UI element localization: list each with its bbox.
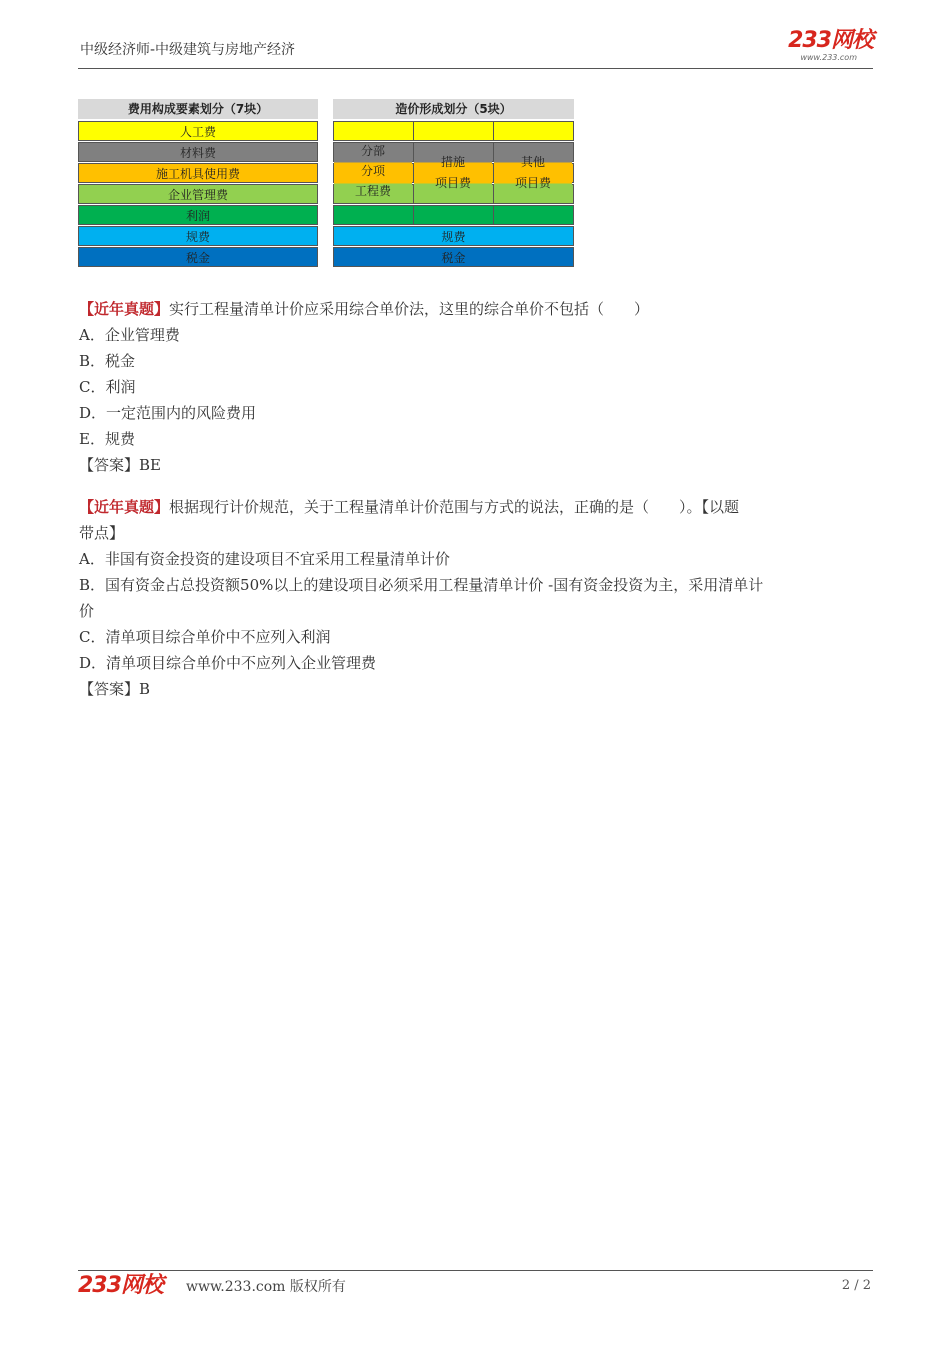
right-table: [333, 99, 574, 269]
grid-cell: [413, 121, 494, 141]
left-row-profit: 利润: [78, 205, 318, 225]
footer-logo: 233网校: [78, 1273, 163, 1298]
option: D．清单项目综合单价中不应列入企业管理费: [79, 654, 377, 672]
grid-cell: [413, 205, 494, 225]
right-row-tax: 税金: [333, 247, 574, 267]
question-1-stem: [79, 296, 874, 322]
option: E．规费: [79, 430, 135, 448]
answer: 【答案】B: [79, 680, 151, 698]
left-row-fees: 规费: [78, 226, 318, 246]
question-text-cont: 带点】: [79, 524, 125, 542]
left-row-management: 企业管理费: [78, 184, 318, 204]
question-tag: 【近年真题】: [79, 498, 170, 516]
left-row-material: 材料费: [78, 142, 318, 162]
page-number: 2 / 2: [841, 1278, 871, 1293]
question-tag: 【近年真题】: [79, 300, 170, 318]
question-text: 根据现行计价规范，关于工程量清单计价范围与方式的说法，正确的是（ ）。【以题: [169, 498, 740, 516]
right-table-title: 造价形成划分（5块）: [333, 99, 574, 119]
logo-url: www.233.com: [800, 53, 857, 62]
page-header: [78, 28, 873, 69]
option: C．清单项目综合单价中不应列入利润: [79, 628, 331, 646]
right-col3-line: 项目费: [514, 176, 551, 190]
option: B．税金: [79, 352, 136, 370]
left-table: [78, 99, 318, 269]
right-col2-line: 措施: [440, 155, 465, 169]
answer: 【答案】BE: [79, 456, 161, 474]
right-col1-line: 工程费: [354, 184, 391, 198]
right-col3-line: 其他: [520, 155, 545, 169]
spacer: [79, 478, 874, 494]
right-row-fees: 规费: [333, 226, 574, 246]
grid-cell: [333, 205, 414, 225]
option: A．非国有资金投资的建设项目不宜采用工程量清单计价: [79, 550, 450, 568]
logo-text: 233网校: [788, 28, 873, 53]
right-col3-label: [493, 152, 573, 194]
right-col1-line: 分部: [360, 144, 385, 158]
left-row-labor: 人工费: [78, 121, 318, 141]
right-col1-line: 分项: [360, 164, 385, 178]
right-col2-label: [413, 152, 493, 194]
grid-cell: [333, 121, 414, 141]
page-footer: [78, 1270, 873, 1307]
option: B．国有资金占总投资额50%以上的建设项目必须采用工程量清单计价 -国有资金投资为主，采用清单计: [79, 576, 764, 594]
left-row-machinery: 施工机具使用费: [78, 163, 318, 183]
document-body: [79, 296, 874, 702]
footer-copyright: www.233.com 版权所有: [186, 1279, 346, 1295]
option: C．利润: [79, 378, 136, 396]
option: D．一定范围内的风险费用: [79, 404, 257, 422]
option: A．企业管理费: [79, 326, 180, 344]
left-table-title: 费用构成要素划分（7块）: [78, 99, 318, 119]
right-col1-label: [333, 141, 413, 201]
left-row-tax: 税金: [78, 247, 318, 267]
question-text: 实行工程量清单计价应采用综合单价法，这里的综合单价不包括（ ）: [169, 300, 650, 318]
header-logo: [788, 28, 873, 62]
question-2-stem: [79, 494, 874, 520]
grid-cell: [493, 121, 574, 141]
header-title: 中级经济师-中级建筑与房地产经济: [80, 42, 296, 58]
option-cont: 价: [79, 602, 95, 620]
right-col2-line: 项目费: [434, 176, 471, 190]
grid-cell: [493, 205, 574, 225]
